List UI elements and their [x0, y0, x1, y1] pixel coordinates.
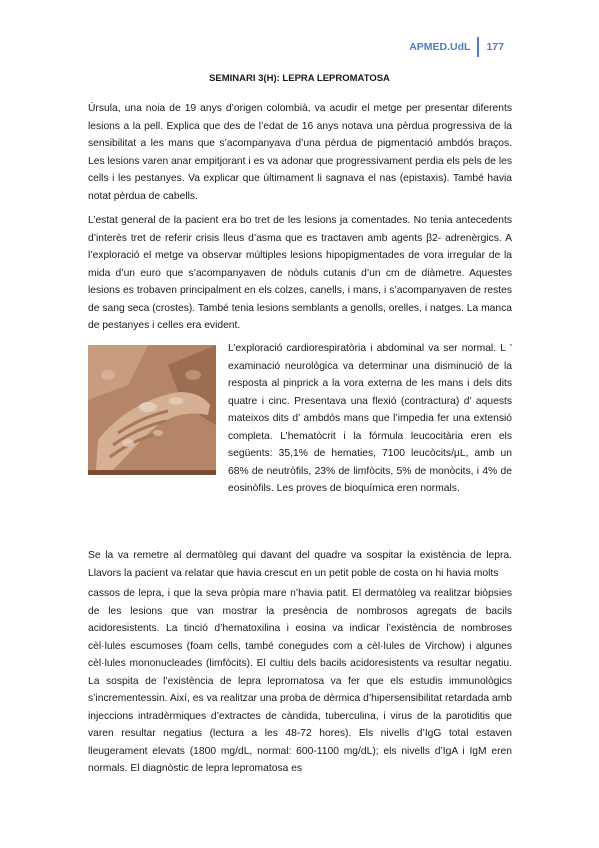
paragraph-general-state: L’estat general de la pacient era bo tret de les lesions ja comentades. No tenia antecedents d’interès tret de referir crisis lleus d’asma que es tractaven amb agents β2- adrenèrgics. A l’exploració el metge va observar múltiples lesions hipopigmentades de vora irregular de la mida d’un euro que s’acompanyaven de nòduls cutanis d’un cm de diàmetre. Aquestes lesions es trobaven principalment en els colzes, canells, i mans, i s’acompanyaven de restes de sang seca (crostes). També tenia lesions semblants a genolls, orelles, i natges. La manca de pestanyes i celles era evident. [88, 215, 512, 331]
page-number: 177 [486, 41, 504, 53]
clinical-photo-hand [88, 345, 216, 475]
journal-name: APMED.UdL [409, 41, 471, 53]
header-divider [477, 37, 479, 57]
paragraph-case-presentation: Úrsula, una noia de 19 anys d’origen colombià, va acudir el metge per presentar diferents lesions a la pell. Explica que des de l’edat de 16 anys notava una pèrdua progressiva de la sensibilitat a les mans que s’acompanyava d’una pèrdua de pigmentació ambdós braços. Les lesions varen anar empitjorant i es va adonar que progressivament perdia els pels de les cells i les pestanyes. Va explicar que últimament li sagnava el nas (epistaxis). També havia notat pèrdua de cabells. [88, 103, 512, 202]
document-title: SEMINARI 3(H): LEPRA LEPROMATOSA [209, 73, 390, 84]
paragraph-exploration: L’exploració cardiorespiratòria i abdominal va ser normal. L ’ examinació neurològica va determinar una disminució de la resposta al pinprick a la vora externa de les mans i dels dits quatre i cinc. Presentava una flexió (contractura) d’ aquests mateixos dits d’ ambdós mans que l’impedia fer una extensió completa. L’hematòcrit i la fórmula leucocitària eren els següents: 35,1% de hematies, 7100 leucòcits/µL, amb un 68% de neutròfils, 23% de limfòcits, 5% de monòcits, i 4% de eosinòfils. Les proves de bioquímica eren normals. [228, 343, 512, 494]
paragraph-biopsy-results: cassos de lepra, i que la seva pròpia mare n’havia patit. El dermatòleg va realitzar biòpsies de les lesions que van mostrar la presència de nombrosos agregats de bacils acidoresistents. La tinció d’hematoxilina i eosina va indicar l’existència de nombroses cèl·lules escumoses (foam cells, també conegudes com a cèl·lules de Virchow) i algunes cèl·lules mononucleades (limfòcits). El cultiu dels bacils acidoresistents va resultar negatiu. La sospita de l’existència de lepra lepromatosa va fer que els estudis immunològics s’incrementessin. Així, es va realitzar una proba de dèrmica d’hipersensibilitat retardada amb injeccions intradèrmiques d’extractes de càndida, tuberculina, i virus de la parotiditis que varen resultar negatius (lectura a les 48-72 hores). Els nivells d’IgG total estaven lleugerament elevats (1800 mg/dL, normal: 600-1100 mg/dL); els nivells d’IgA i IgM eren normals. El diagnòstic de lepra lepromatosa es [88, 588, 512, 774]
paragraph-dermatologist-referral: Se la va remetre al dermatòleg qui davant del quadre va sospitar la existència de lepra. Llavors la pacient va relatar que havia crescut en un petit poble de costa on hi havia molts [88, 550, 512, 579]
hand-lesion-image [88, 345, 216, 475]
page-header [409, 37, 504, 57]
